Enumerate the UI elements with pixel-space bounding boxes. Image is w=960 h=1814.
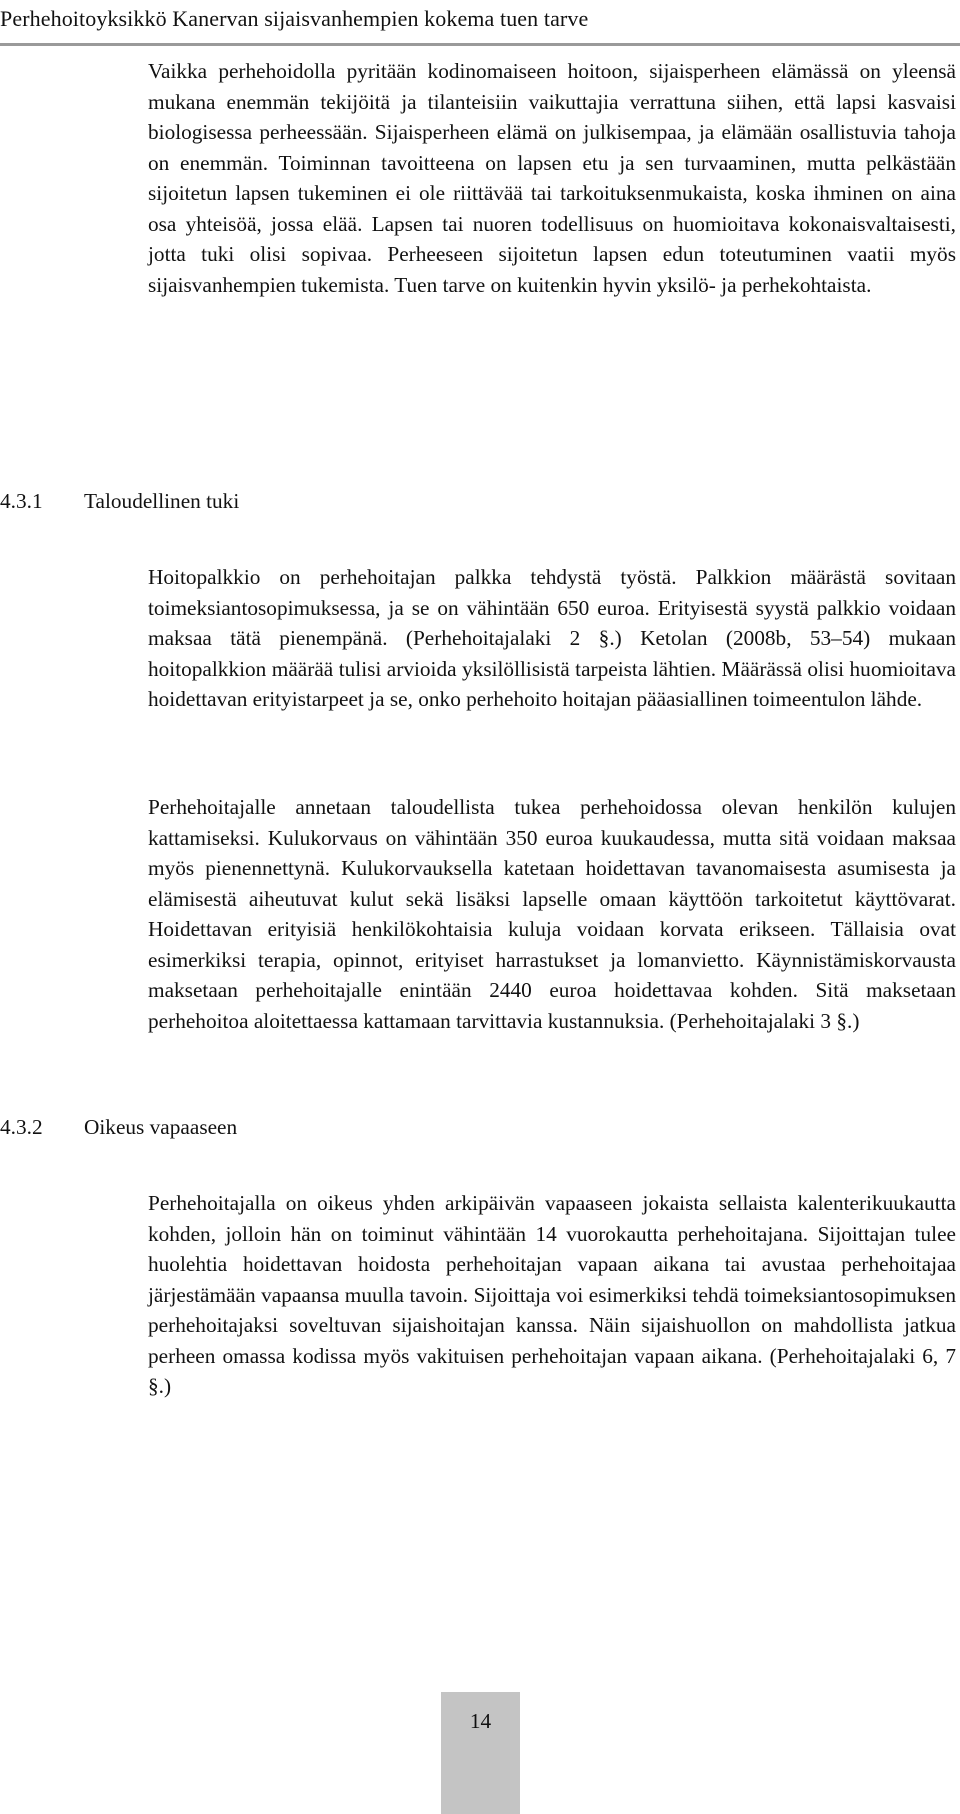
paragraph-kulukorvaus: Perhehoitajalle annetaan taloudellista tukea perhehoidossa olevan henkilön kulujen kattamiseksi. Kulukorvaus on vähintään 350 euroa kuukaudessa, mutta sitä voidaan maksaa myös pienennettynä. Kulukorvauksella katetaan hoidettavan tavanomaisesta asumisesta ja elämisestä aiheutuvat kulut sekä lisäksi lapselle omaan käyttöön tarkoitetut käyttövarat. Hoidettavan erityisiä henkilökohtaisia kuluja voidaan korvata erikseen. Tällaisia ovat esimerkiksi terapia, opinnot, erityiset harrastukset ja lomanvietto. Käynnistämiskorvausta maksetaan perhehoitajalle enintään 2440 euroa hoidettavaa kohden. Sitä maksetaan perhehoitoa aloitettaessa kattamaan tarvittavia kustannuksia. (Perhehoitajalaki 3 §.) — [148, 795, 956, 1033]
section-number: 4.3.2 — [0, 1115, 43, 1139]
running-header: Perhehoitoyksikkö Kanervan sijaisvanhempien kokema tuen tarve — [0, 0, 960, 46]
paragraph-hoitopalkkio: Hoitopalkkio on perhehoitajan palkka tehdystä työstä. Palkkion määrästä sovitaan toimeksiantosopimuksessa, ja se on vähintään 650 euroa. Erityisestä syystä palkkio voidaan maksaa tätä pienempänä. (Perhehoitajalaki 2 §.) Ketolan (2008b, 53–54) mukaan hoitopalkkion määrää tulisi arvioida yksilöllisistä tarpeista lähtien. Määrässä olisi huomioitava hoidettavan erityistarpeet ja se, onko perhehoito hoitajan pääasiallinen toimeentulon lähde. — [148, 565, 956, 711]
paragraph-oikeus-vapaaseen: Perhehoitajalla on oikeus yhden arkipäivän vapaaseen jokaista sellaista kalenterikuukautta kohden, jolloin hän on toiminut vähintään 14 vuorokautta perhehoitajana. Sijoittajan tulee huolehtia hoidettavan hoidosta perhehoitajan vapaan aikana tai avustaa perhehoitajaa järjestämään vapaansa muulla tavoin. Sijoittaja voi esimerkiksi tehdä toimeksiantosopimuksen perhehoitajaksi soveltuvan sijaishoitajan kanssa. Näin sijaishuollon on mahdollista jatkua perheen omassa kodissa myös vakituisen perhehoitajan vapaan aikana. (Perhehoitajalaki 6, 7 §.) — [148, 1191, 956, 1398]
section-number: 4.3.1 — [0, 489, 43, 513]
section-title: Oikeus vapaaseen — [84, 1115, 238, 1139]
paragraph-intro: Vaikka perhehoidolla pyritään kodinomaiseen hoitoon, sijaisperheen elämässä on yleensä mukana enemmän tekijöitä ja tilanteisiin vaikuttajia verrattuna siihen, että lapsi kasvaisi biologisessa perheessään. Sijaisperheen elämä on julkisempaa, ja elämään osallistuvia tahoja on enemmän. Toiminnan tavoitteena on lapsen etu ja sen turvaaminen, mutta pelkästään sijoitetun lapsen tukeminen ei ole riittävää tai tarkoituksenmukaista, koska ihminen on aina osa yhteisöä, jossa elää. Lapsen tai nuoren todellisuus on huomioitava kokonaisvaltaisesti, jotta tuki olisi sopivaa. Perheeseen sijoitetun lapsen edun toteutuminen vaatii myös sijaisvanhempien tukemista. Tuen tarve on kuitenkin hyvin yksilö- ja perhekohtaista. — [148, 59, 956, 297]
page-number: 14 — [441, 1692, 520, 1814]
section-heading-oikeus-vapaaseen — [0, 1112, 237, 1142]
section-title: Taloudellinen tuki — [84, 489, 240, 513]
section-heading-taloudellinen-tuki — [0, 486, 239, 516]
